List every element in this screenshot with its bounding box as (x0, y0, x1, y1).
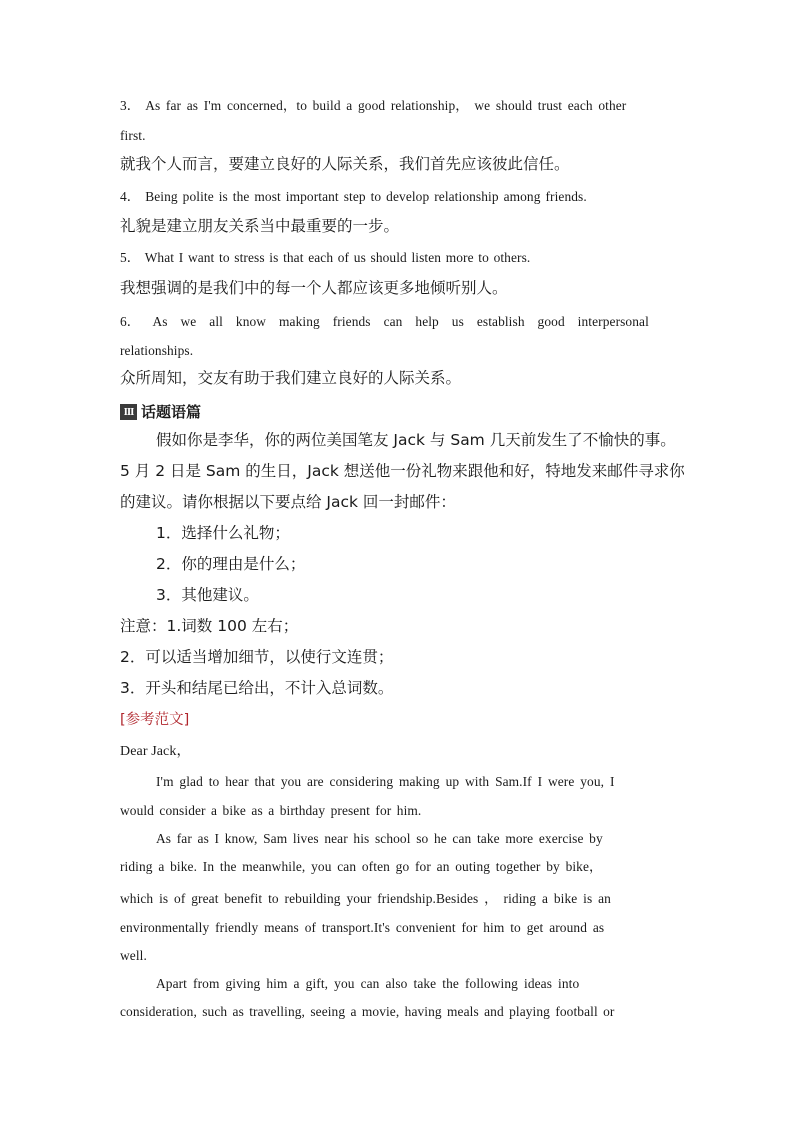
item-4-chinese: 礼貌是建立朋友关系当中最重要的一步。 (120, 217, 400, 235)
note-1: 注意：1.词数 100 左右； (120, 617, 299, 635)
prompt-point-1: 1．选择什么礼物； (156, 524, 290, 542)
letter-line-4: riding a bike. In the meanwhile, you can often go for an outing together by bike， (120, 859, 603, 874)
letter-greeting: Dear Jack， (120, 744, 191, 759)
prompt-point-2: 2．你的理由是什么； (156, 555, 306, 573)
prompt-line-3: 的建议。请你根据以下要点给 Jack 回一封邮件： (120, 493, 456, 511)
letter-line-9: consideration, such as travelling, seeing a movie, having meals and playing football or (120, 1004, 615, 1019)
item-5-english: 5． What I want to stress is that each of us should listen more to others. (120, 250, 531, 265)
note-3: 3．开头和结尾已给出，不计入总词数。 (120, 679, 394, 697)
section-heading (120, 401, 201, 422)
prompt-point-3: 3．其他建议。 (156, 586, 259, 604)
item-6-chinese: 众所周知，交友有助于我们建立良好的人际关系。 (120, 369, 462, 387)
prompt-line-1: 假如你是李华，你的两位美国笔友 Jack 与 Sam 几天前发生了不愉快的事。 (156, 431, 676, 449)
letter-line-8: Apart from giving him a gift, you can also take the following ideas into (156, 976, 580, 991)
letter-line-7: well. (120, 948, 147, 963)
item-4-english: 4． Being polite is the most important step to develop relationship among friends. (120, 189, 587, 204)
reference-label (120, 712, 189, 729)
letter-line-1: I'm glad to hear that you are considering making up with Sam.If I were you, I (156, 774, 615, 789)
reference-label-text: [参考范文] (120, 712, 190, 728)
item-6-english: 6． As we all know making friends can help us establish good interpersonal (120, 314, 649, 329)
section-title: 话题语篇 (141, 403, 202, 421)
prompt-line-2: 5 月 2 日是 Sam 的生日，Jack 想送他一份礼物来跟他和好，特地发来邮件寻求你 (120, 462, 685, 480)
item-3-chinese: 就我个人而言，要建立良好的人际关系，我们首先应该彼此信任。 (120, 155, 570, 173)
letter-line-2: would consider a bike as a birthday present for him. (120, 803, 422, 818)
item-5-chinese: 我想强调的是我们中的每一个人都应该更多地倾听别人。 (120, 279, 508, 297)
letter-line-5: which is of great benefit to rebuilding your friendship.Besides ， riding a bike is an (120, 891, 611, 906)
letter-line-6: environmentally friendly means of transport.It's convenient for him to get around as (120, 920, 605, 935)
item-3-english: 3． As far as I'm concerned，to build a good relationship， we should trust each other (120, 98, 627, 113)
note-2: 2．可以适当增加细节，以使行文连贯； (120, 648, 394, 666)
item-6-english-cont: relationships. (120, 343, 194, 358)
item-3-english-cont: first. (120, 128, 146, 143)
letter-line-3: As far as I know, Sam lives near his school so he can take more exercise by (156, 831, 603, 846)
section-number-icon: III (120, 404, 137, 420)
